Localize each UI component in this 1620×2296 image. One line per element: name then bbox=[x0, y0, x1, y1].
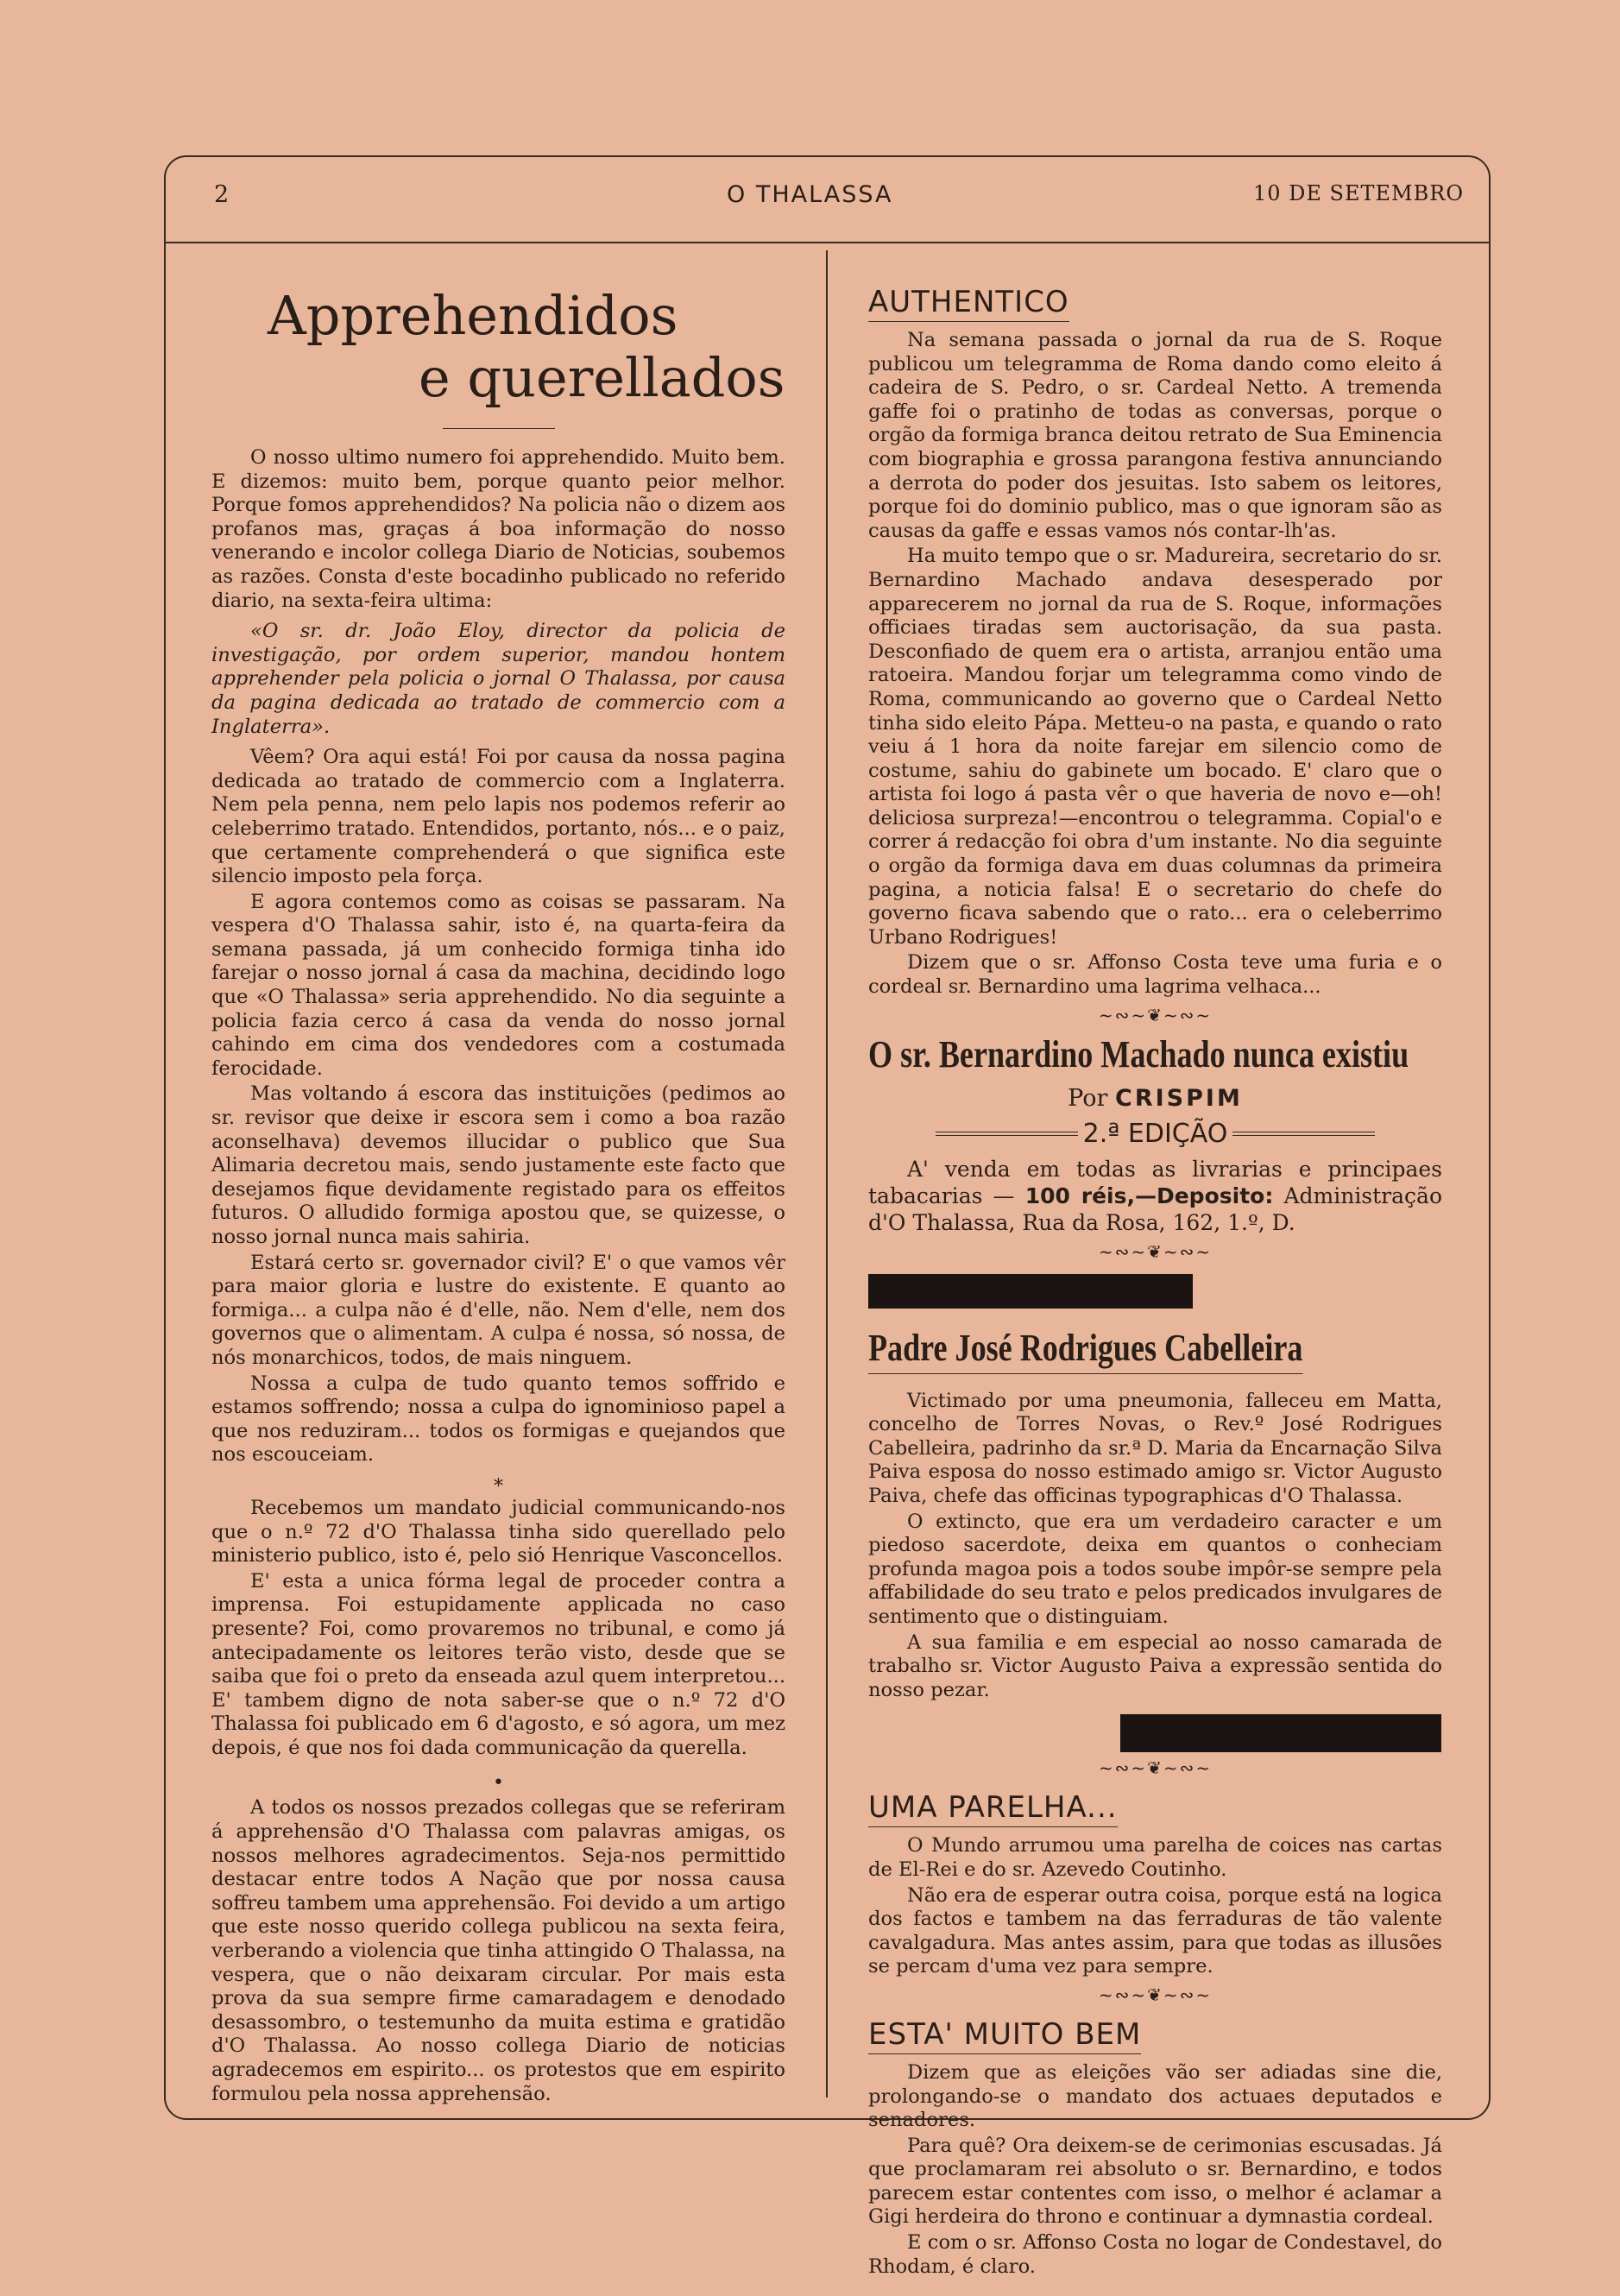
article-paragraph: A todos os nossos prezados collegas que se referiram á apprehensão d'O Thalassa com palavras amigas, os nossos melhores agradecimentos. Seja-nos permittido destacar entre todos A Nação que por nossa causa soffreu tambem uma apprehensão. Foi devido a um artigo que este nosso querido collega publicou na sexta feira, verberando a violencia que tinha attingido O Thalassa, na vespera, que o não deixaram circular. Por mais esta prova da sua sempre firme camaradagem e denodado desassombro, o testemunho da muita estima e gratidão d'O Thalassa. Ao nosso collega Diario de noticias agradecemos em espirito... os protestos que em espirito formulou pela nossa apprehensão. bbox=[211, 1796, 785, 2105]
page-number: 2 bbox=[214, 181, 230, 208]
section-title-esta-muito-bem: ESTA' MUITO BEM bbox=[868, 2017, 1141, 2054]
article-paragraph: O nosso ultimo numero foi apprehendido. Muito bem. E dizemos: muito bem, porque quanto peior melhor. Porque fomos apprehendidos? Na policia não o dizem aos profanos mas, graças á boa informação do nosso venerando e incolor collega Diario de Noticias, soubemos as razões. Consta d'este bocadinho publicado no referido diario, na sexta-feira ultima: bbox=[211, 446, 785, 612]
ornament-divider: ~∾~❦~∾~ bbox=[1098, 1984, 1213, 2005]
obituary-paragraph: O extincto, que era um verdadeiro caracter e um piedoso sacerdote, deixa em quantos o conheciam profunda magoa pois a todos soube impôr-se sempre pela affabilidade do seu trato e pelos predicados invulgares de sentimento que o distinguiam. bbox=[868, 1510, 1442, 1628]
article-paragraph: Nossa a culpa de tudo quanto temos soffrido e estamos soffrendo; nossa a culpa do ignominioso papel a que nos reduziram... todos os formigas e quejandos que nos escouceiam. bbox=[211, 1372, 785, 1467]
advert-edition-row bbox=[868, 1119, 1442, 1149]
article-quote: «O sr. dr. João Eloy, director da policia de investigação, por ordem superior, mandou hontem apprehender pela policia o jornal O Thalassa, por causa da pagina dedicada ao tratado de commercio com a Inglaterra». bbox=[211, 620, 785, 738]
mourning-bar bbox=[868, 1274, 1193, 1309]
section-paragraph: E com o sr. Affonso Costa no logar de Condestavel, do Rhodam, é claro. bbox=[868, 2231, 1442, 2278]
advert-title: O sr. Bernardino Machado nunca existiu bbox=[868, 1032, 1409, 1075]
title-rule bbox=[443, 428, 555, 429]
article-paragraph: Recebemos um mandato judicial communicando-nos que o n.º 72 d'O Thalassa tinha sido querellado pelo ministerio publico, isto é, pelo sió Henrique Vasconcellos. bbox=[211, 1496, 785, 1567]
article-paragraph: E' esta a unica fórma legal de proceder contra a imprensa. Foi estupidamente applicada no caso presente? Foi, como provaremos no tribunal, e como já antecipadamente os leitores terão visto, desde que se saiba que foi o preto da enseada azul quem interpretou... E' tambem digno de nota saber-se que o n.º 72 d'O Thalassa foi publicado em 6 d'agosto, e só agora, um mez depois, é que nos foi dada communicação da querella. bbox=[211, 1569, 785, 1759]
section-paragraph: Para quê? Ora deixem-se de cerimonias escusadas. Já que proclamaram rei absoluto o sr. Bernardino, e todos parecem estar contentes com isso, o melhor é aclamar a Gigi herdeira do throno e continuar a dymnastia cordeal. bbox=[868, 2134, 1442, 2229]
article-paragraph: Estará certo sr. governador civil? E' o que vamos vêr para maior gloria e lustre do existente. E quanto ao formiga... a culpa não é d'elle, não. Nem d'elle, nem dos governos que o alimentam. A culpa é nossa, só nossa, de nós monarchicos, todos, de mais ninguem. bbox=[211, 1251, 785, 1369]
column-divider bbox=[826, 250, 828, 2097]
obituary-paragraph: A sua familia e em especial ao nosso camarada de trabalho sr. Victor Augusto Paiva a expressão sentida do nosso pezar. bbox=[868, 1631, 1442, 1701]
advert-text bbox=[868, 1156, 1442, 1236]
article-paragraph: E agora contemos como as coisas se passaram. Na vespera d'O Thalassa sahir, isto é, na quarta-feira da semana passada, já um conhecido formiga tinha ido farejar o nosso jornal á casa da machina, decidindo logo que «O Thalassa» seria apprehendido. No dia seguinte a policia fazia cerco á casa da venda do nosso jornal cahindo em cima dos vendedores com a costumada ferocidade. bbox=[211, 890, 785, 1080]
ornament-divider: ~∾~❦~∾~ bbox=[1098, 1757, 1213, 1779]
edition-rule-right bbox=[1232, 1132, 1375, 1136]
issue-date: 10 DE SETEMBRO bbox=[1253, 181, 1465, 205]
advert-price: 100 réis,—Deposito: bbox=[1024, 1183, 1274, 1208]
section-paragraph: Na semana passada o jornal da rua de S. Roque publicou um telegramma de Roma dando como eleito á cadeira de S. Pedro, o sr. Cardeal Netto. A tremenda gaffe foi o pratinho de todas as conversas, porque o orgão da formiga branca deitou retrato de Sua Eminencia com biographia e grossa parangona festiva annunciando a derrota do poder dos jesuitas. Isto sabem os leitores, porque foi do dominio publico, mas o que ignoram são as causas da gaffe e essas vamos nós contar-lh'as. bbox=[868, 329, 1442, 542]
paper-name: O THALASSA bbox=[727, 181, 893, 208]
advert-author: CRISPIM bbox=[1115, 1084, 1243, 1112]
mourning-bar bbox=[1120, 1714, 1441, 1752]
left-column bbox=[211, 259, 785, 2108]
obituary-paragraph: Victimado por uma pneumonia, falleceu em Matta, concelho de Torres Novas, o Rev.º José Rodrigues Cabelleira, padrinho da sr.ª D. Maria da Encarnação Silva Paiva esposa do nosso estimado amigo sr. Victor Augusto Paiva, chefe das officinas typographicas d'O Thalassa. bbox=[868, 1389, 1442, 1507]
article-paragraph: Mas voltando á escora das instituições (pedimos ao sr. revisor que deixe ir escora sem i como a boa razão aconselhava) devemos illucidar o publico que Sua Alimaria decretou mais, sendo justamente este facto que desejamos fique devidamente registado para os effeitos futuros. O alludido formiga apostou que, se quizesse, o nosso jornal nunca mais sahiria. bbox=[211, 1082, 785, 1248]
article-title-line2: e querellados bbox=[419, 346, 785, 409]
section-paragraph: Dizem que o sr. Affonso Costa teve uma furia e o cordeal sr. Bernardino uma lagrima velhaca... bbox=[868, 951, 1442, 999]
section-title-uma-parelha: UMA PARELHA... bbox=[868, 1790, 1118, 1827]
article-paragraph: Vêem? Ora aqui está! Foi por causa da nossa pagina dedicada ao tratado de commercio com a Inglaterra. Nem pela penna, nem pelo lapis nos podemos referir ao celeberrimo tratado. Entendidos, portanto, nós... e o paiz, que certamente comprehenderá o que significa este silencio imposto pela força. bbox=[211, 746, 785, 888]
advert-by: Por bbox=[1068, 1084, 1108, 1112]
section-dot: • bbox=[493, 1772, 504, 1795]
right-column bbox=[868, 259, 1442, 2280]
section-paragraph: O Mundo arrumou uma parelha de coices nas cartas de El-Rei e do sr. Azevedo Coutinho. bbox=[868, 1834, 1442, 1881]
ornament-divider: ~∾~❦~∾~ bbox=[1098, 1004, 1213, 1025]
advert-text-2: Administração d'O Thalassa, Rua da Rosa, 162, 1.º, D. bbox=[868, 1183, 1442, 1235]
advert-edition: 2.ª EDIÇÃO bbox=[1082, 1118, 1228, 1149]
advert-byline bbox=[868, 1085, 1442, 1112]
section-asterisk: * bbox=[494, 1475, 503, 1498]
article-title-line1: Apprehendidos bbox=[268, 284, 678, 347]
header-rule bbox=[164, 242, 1489, 243]
obituary-title: Padre José Rodrigues Cabelleira bbox=[868, 1326, 1302, 1374]
edition-rule-left bbox=[936, 1132, 1078, 1136]
section-paragraph: Não era de esperar outra coisa, porque está na logica dos factos e tambem na das ferraduras de tão valente cavalgadura. Mas antes assim, para que todas as illusões se percam d'uma vez para sempre. bbox=[868, 1883, 1442, 1978]
section-paragraph: Ha muito tempo que o sr. Madureira, secretario do sr. Bernardino Machado andava desesperado por apparecerem no jornal da rua de S. Roque, informações officiaes tiradas sem auctorisação, da sua pasta. Desconfiado de quem era o artista, arranjou então uma ratoeira. Mandou forjar um telegramma como vindo de Roma, communicando ao governo que o Cardeal Netto tinha sido eleito Pápa. Metteu-o na pasta, e quando o rato veiu á 1 hora da noite farejar em silencio como de costume, sahiu do gabinete um bocado. E' claro que o artista foi logo á pasta vêr o que haveria de novo e—oh! deliciosa surpreza!—encontrou o telegramma. Copial'o e correr á redacção foi obra d'um instante. No dia seguinte o orgão da formiga dava em duas columnas da primeira pagina, a noticia falsa! E o secretario do chefe do governo ficava sabendo que o rato... era o celeberrimo Urbano Rodrigues! bbox=[868, 545, 1442, 949]
section-title-authentico: AUTHENTICO bbox=[868, 285, 1069, 322]
advert-text-1: A' venda em todas as livrarias e principaes tabacarias — bbox=[868, 1156, 1442, 1208]
section-paragraph: Dizem que as eleições vão ser adiadas sine die, prolongando-se o mandato dos actuaes deputados e senadores. bbox=[868, 2060, 1442, 2132]
ornament-divider: ~∾~❦~∾~ bbox=[1098, 1240, 1213, 1262]
